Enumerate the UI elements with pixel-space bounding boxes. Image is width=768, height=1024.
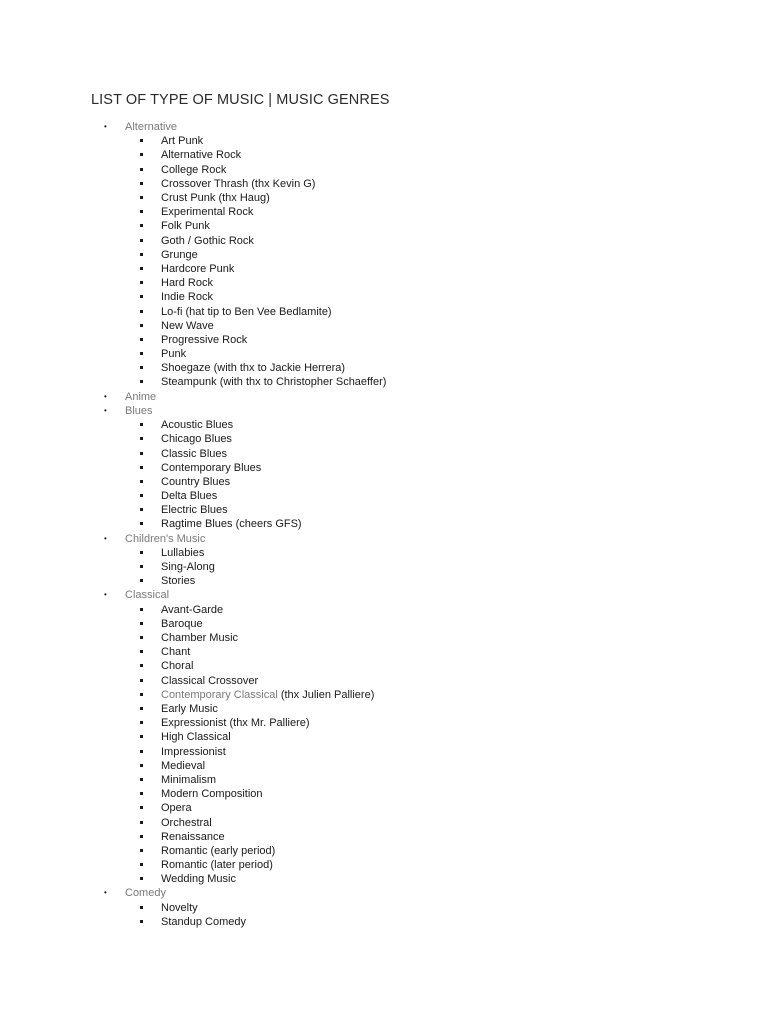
subgenre-text: Expressionist (thx Mr. Palliere) xyxy=(161,717,310,730)
square-bullet-icon xyxy=(140,522,143,525)
subgenre-text: Classical Crossover xyxy=(161,674,259,687)
square-bullet-icon xyxy=(140,253,143,256)
subgenre-item xyxy=(0,730,768,744)
genre-item xyxy=(0,588,768,886)
square-bullet-icon xyxy=(140,139,143,142)
square-bullet-icon xyxy=(140,267,143,270)
subgenre-item xyxy=(0,688,768,702)
subgenre-label xyxy=(161,503,228,517)
subgenre-label xyxy=(161,773,216,787)
subgenre-text: Stories xyxy=(161,575,196,588)
subgenre-item xyxy=(0,674,768,688)
subgenre-text: Delta Blues xyxy=(161,490,218,503)
subgenre-text: College Rock xyxy=(161,163,227,176)
subgenre-item xyxy=(0,148,768,162)
square-bullet-icon xyxy=(140,224,143,227)
subgenre-item xyxy=(0,787,768,801)
subgenre-text: Medieval xyxy=(161,759,206,772)
subgenre-text: Indie Rock xyxy=(161,291,213,304)
subgenre-text: Chant xyxy=(161,646,191,659)
subgenre-label xyxy=(161,418,233,432)
genre-item xyxy=(0,532,768,589)
subgenre-link[interactable]: Contemporary Classical xyxy=(161,688,278,701)
square-bullet-icon xyxy=(140,380,143,383)
square-bullet-icon xyxy=(140,664,143,667)
square-bullet-icon xyxy=(140,679,143,682)
subgenre-text: Hard Rock xyxy=(161,277,213,290)
subgenre-label xyxy=(161,148,241,162)
square-bullet-icon xyxy=(140,437,143,440)
subgenre-label xyxy=(161,375,386,389)
subgenre-text: Modern Composition xyxy=(161,788,263,801)
subgenre-label xyxy=(161,702,218,716)
subgenre-label xyxy=(161,305,332,319)
subgenre-item xyxy=(0,574,768,588)
subgenre-text: Acoustic Blues xyxy=(161,419,234,432)
square-bullet-icon xyxy=(140,608,143,611)
subgenre-text: Country Blues xyxy=(161,475,231,488)
subgenre-item xyxy=(0,517,768,531)
subgenre-label xyxy=(161,290,213,304)
subgenre-text: Avant-Garde xyxy=(161,603,224,616)
square-bullet-icon xyxy=(140,835,143,838)
genre-item xyxy=(0,404,768,532)
subgenre-label xyxy=(161,659,193,673)
subgenre-text: Wedding Music xyxy=(161,873,236,886)
square-bullet-icon xyxy=(140,693,143,696)
subgenre-label xyxy=(161,432,232,446)
subgenre-label xyxy=(161,801,192,815)
subgenre-label xyxy=(161,163,226,177)
subgenre-item xyxy=(0,319,768,333)
subgenre-item xyxy=(0,489,768,503)
subgenre-item xyxy=(0,234,768,248)
square-bullet-icon xyxy=(140,338,143,341)
square-bullet-icon xyxy=(140,849,143,852)
subgenre-text: Romantic (later period) xyxy=(161,859,273,872)
subgenre-label xyxy=(161,858,273,872)
square-bullet-icon xyxy=(140,750,143,753)
subgenre-item xyxy=(0,872,768,886)
subgenre-label xyxy=(161,915,246,929)
subgenre-label xyxy=(161,347,186,361)
subgenre-item xyxy=(0,603,768,617)
subgenre-text: Shoegaze (with thx to Jackie Herrera) xyxy=(161,362,346,375)
genre-heading xyxy=(0,886,768,900)
genre-item xyxy=(0,120,768,390)
subgenre-list xyxy=(0,603,768,887)
subgenre-text: Crust Punk (thx Haug) xyxy=(161,192,270,204)
subgenre-label xyxy=(161,134,203,148)
subgenre-text: Electric Blues xyxy=(161,504,228,517)
square-bullet-icon xyxy=(140,863,143,866)
subgenre-item xyxy=(0,801,768,815)
subgenre-text: Punk xyxy=(161,348,187,361)
subgenre-item xyxy=(0,816,768,830)
genre-heading xyxy=(0,588,768,602)
square-bullet-icon xyxy=(140,182,143,185)
subgenre-text: Renaissance xyxy=(161,830,225,843)
subgenre-label xyxy=(161,447,227,461)
genre-item xyxy=(0,390,768,404)
subgenre-item xyxy=(0,475,768,489)
subgenre-item xyxy=(0,461,768,475)
subgenre-text: Chamber Music xyxy=(161,632,239,645)
subgenre-label xyxy=(161,617,203,631)
bullet-icon: • xyxy=(104,122,107,131)
square-bullet-icon xyxy=(140,764,143,767)
subgenre-item xyxy=(0,219,768,233)
subgenre-item xyxy=(0,546,768,560)
subgenre-label xyxy=(161,489,217,503)
subgenre-text: Sing-Along xyxy=(161,561,215,574)
subgenre-item xyxy=(0,716,768,730)
bullet-icon: • xyxy=(104,405,107,415)
square-bullet-icon xyxy=(140,196,143,199)
square-bullet-icon xyxy=(140,480,143,483)
subgenre-text: Early Music xyxy=(161,703,218,715)
subgenre-text: Chicago Blues xyxy=(161,433,232,446)
subgenre-item xyxy=(0,759,768,773)
square-bullet-icon xyxy=(140,239,143,242)
square-bullet-icon xyxy=(140,636,143,639)
subgenre-label xyxy=(161,901,198,915)
subgenre-item xyxy=(0,163,768,177)
subgenre-label xyxy=(161,219,210,233)
genre-link[interactable]: Alternative xyxy=(125,121,177,133)
subgenre-label xyxy=(161,674,258,688)
subgenre-text: Choral xyxy=(161,660,194,673)
subgenre-item xyxy=(0,631,768,645)
subgenre-label xyxy=(161,816,212,830)
subgenre-label xyxy=(161,546,204,560)
subgenre-text: Folk Punk xyxy=(161,220,210,233)
square-bullet-icon xyxy=(140,877,143,880)
subgenre-label xyxy=(161,560,215,574)
subgenre-label xyxy=(161,688,374,702)
subgenre-text: Opera xyxy=(161,802,192,815)
subgenre-text: Baroque xyxy=(161,617,203,630)
subgenre-label xyxy=(161,787,263,801)
subgenre-label xyxy=(161,830,225,844)
subgenre-item xyxy=(0,333,768,347)
subgenre-text: New Wave xyxy=(161,319,214,332)
square-bullet-icon xyxy=(140,210,143,213)
square-bullet-icon xyxy=(140,366,143,369)
square-bullet-icon xyxy=(140,168,143,171)
subgenre-item xyxy=(0,305,768,319)
genre-list xyxy=(0,120,768,929)
subgenre-item xyxy=(0,617,768,631)
genre-item xyxy=(0,886,768,929)
subgenre-text: High Classical xyxy=(161,731,231,744)
genre-link[interactable]: Comedy xyxy=(125,887,166,900)
bullet-icon: • xyxy=(104,590,107,600)
square-bullet-icon xyxy=(140,821,143,824)
bullet-icon: • xyxy=(104,533,107,543)
subgenre-label xyxy=(161,603,223,617)
subgenre-label xyxy=(161,461,261,475)
subgenre-label xyxy=(161,745,226,759)
subgenre-item xyxy=(0,560,768,574)
subgenre-list xyxy=(0,901,768,929)
subgenre-item xyxy=(0,191,768,205)
subgenre-label xyxy=(161,234,254,248)
square-bullet-icon xyxy=(140,281,143,284)
subgenre-label xyxy=(161,475,230,489)
subgenre-item xyxy=(0,205,768,219)
square-bullet-icon xyxy=(140,508,143,511)
subgenre-text: Grunge xyxy=(161,248,198,261)
subgenre-text: Standup Comedy xyxy=(161,915,246,928)
subgenre-label xyxy=(161,730,231,744)
subgenre-text: Impressionist xyxy=(161,745,226,758)
subgenre-item xyxy=(0,375,768,389)
subgenre-label xyxy=(161,361,345,375)
genre-heading xyxy=(0,390,768,404)
subgenre-label xyxy=(161,205,253,219)
square-bullet-icon xyxy=(140,565,143,568)
subgenre-text: Contemporary Blues xyxy=(161,461,262,474)
subgenre-item xyxy=(0,347,768,361)
subgenre-item xyxy=(0,134,768,148)
subgenre-item xyxy=(0,901,768,915)
subgenre-text: Progressive Rock xyxy=(161,333,248,346)
subgenre-list xyxy=(0,546,768,589)
bullet-icon: • xyxy=(104,888,107,898)
subgenre-label xyxy=(161,574,195,588)
square-bullet-icon xyxy=(140,423,143,426)
subgenre-item xyxy=(0,290,768,304)
subgenre-item xyxy=(0,645,768,659)
subgenre-text: Art Punk xyxy=(161,135,204,148)
subgenre-label xyxy=(161,844,275,858)
subgenre-item xyxy=(0,447,768,461)
subgenre-label xyxy=(161,191,270,205)
subgenre-label xyxy=(161,631,238,645)
genre-link[interactable]: Anime xyxy=(125,390,157,403)
subgenre-item xyxy=(0,503,768,517)
subgenre-text: Orchestral xyxy=(161,816,212,829)
square-bullet-icon xyxy=(140,721,143,724)
subgenre-item xyxy=(0,844,768,858)
subgenre-text: Experimental Rock xyxy=(161,206,254,219)
subgenre-item xyxy=(0,659,768,673)
subgenre-label xyxy=(161,177,315,191)
subgenre-item xyxy=(0,702,768,716)
subgenre-label xyxy=(161,759,205,773)
bullet-icon: • xyxy=(104,391,107,401)
subgenre-item xyxy=(0,177,768,191)
genre-heading xyxy=(0,404,768,418)
square-bullet-icon xyxy=(140,153,143,156)
subgenre-label xyxy=(161,716,310,730)
subgenre-label xyxy=(161,872,236,886)
subgenre-text: Goth / Gothic Rock xyxy=(161,234,254,247)
page-title: LIST OF TYPE OF MUSIC | MUSIC GENRES xyxy=(91,92,390,108)
square-bullet-icon xyxy=(140,792,143,795)
subgenre-item xyxy=(0,432,768,446)
square-bullet-icon xyxy=(140,579,143,582)
square-bullet-icon xyxy=(140,551,143,554)
subgenre-item xyxy=(0,248,768,262)
square-bullet-icon xyxy=(140,352,143,355)
subgenre-text: (thx Julien Palliere) xyxy=(277,688,375,701)
subgenre-text: Ragtime Blues (cheers GFS) xyxy=(161,518,302,531)
subgenre-item xyxy=(0,858,768,872)
subgenre-text: Crossover Thrash (thx Kevin G) xyxy=(161,177,316,190)
subgenre-label xyxy=(161,517,302,531)
subgenre-text: Alternative Rock xyxy=(161,149,242,162)
square-bullet-icon xyxy=(140,452,143,455)
square-bullet-icon xyxy=(140,295,143,298)
subgenre-text: Romantic (early period) xyxy=(161,844,276,857)
square-bullet-icon xyxy=(140,735,143,738)
subgenre-item xyxy=(0,361,768,375)
genre-link[interactable]: Blues xyxy=(125,404,153,417)
subgenre-item xyxy=(0,262,768,276)
square-bullet-icon xyxy=(140,707,143,710)
subgenre-text: Steampunk (with thx to Christopher Schaeffer) xyxy=(161,376,387,389)
genre-heading xyxy=(0,532,768,546)
subgenre-list xyxy=(0,418,768,532)
subgenre-label xyxy=(161,645,190,659)
subgenre-label xyxy=(161,262,234,276)
subgenre-label xyxy=(161,319,214,333)
square-bullet-icon xyxy=(140,310,143,313)
subgenre-text: Hardcore Punk xyxy=(161,262,235,275)
square-bullet-icon xyxy=(140,650,143,653)
genre-link[interactable]: Children's Music xyxy=(125,532,206,545)
square-bullet-icon xyxy=(140,494,143,497)
square-bullet-icon xyxy=(140,324,143,327)
square-bullet-icon xyxy=(140,906,143,909)
subgenre-item xyxy=(0,418,768,432)
subgenre-label xyxy=(161,276,213,290)
genre-link[interactable]: Classical xyxy=(125,589,170,602)
subgenre-item xyxy=(0,830,768,844)
square-bullet-icon xyxy=(140,920,143,923)
subgenre-text: Lo-fi (hat tip to Ben Vee Bedlamite) xyxy=(161,305,332,318)
genre-heading xyxy=(0,120,768,134)
subgenre-item xyxy=(0,276,768,290)
subgenre-text: Novelty xyxy=(161,901,198,914)
subgenre-item xyxy=(0,773,768,787)
square-bullet-icon xyxy=(140,622,143,625)
subgenre-item xyxy=(0,745,768,759)
subgenre-label xyxy=(161,333,247,347)
subgenre-text: Lullabies xyxy=(161,546,205,559)
square-bullet-icon xyxy=(140,806,143,809)
subgenre-text: Minimalism xyxy=(161,773,216,786)
subgenre-label xyxy=(161,248,198,262)
subgenre-item xyxy=(0,915,768,929)
subgenre-text: Classic Blues xyxy=(161,447,228,460)
square-bullet-icon xyxy=(140,466,143,469)
square-bullet-icon xyxy=(140,778,143,781)
subgenre-list xyxy=(0,134,768,389)
